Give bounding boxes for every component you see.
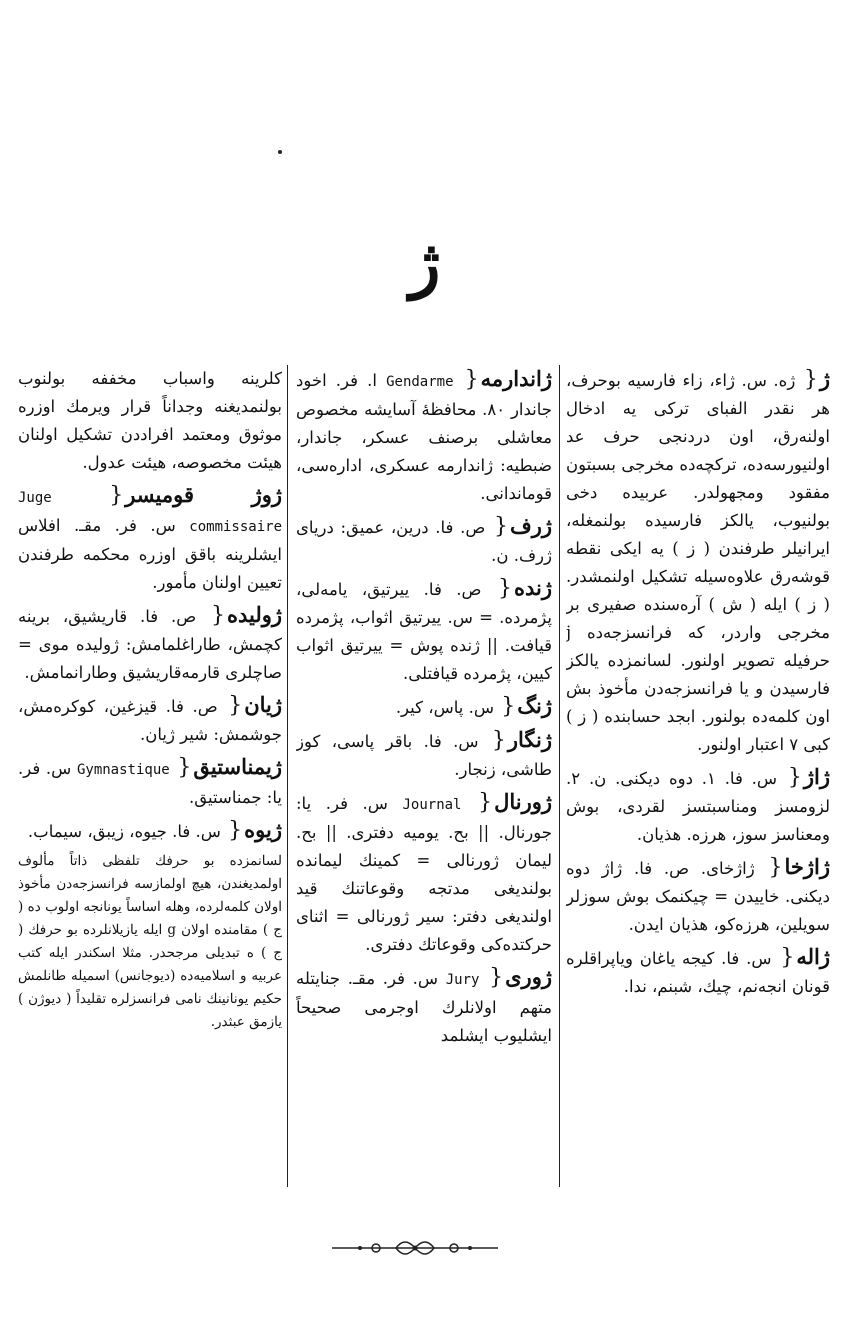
footer-ornament bbox=[330, 1238, 500, 1258]
headword: ژاندارمه bbox=[480, 366, 552, 391]
entry-jury: ژوری{ Jury س. فر. مقـ. جنایتله متهم اولانلرك اوجرمی صحیحاً ایشلیوب ایشلمد bbox=[296, 964, 552, 1045]
definition: ص. فا. قیزغین، کوکره‌مش، جوشمش: شیر ژیان. bbox=[18, 697, 282, 744]
entry-zharf: ژرف{ ص. فا. درین، عمیق: دریای ژرف. ن. bbox=[296, 513, 552, 565]
entry-zhale: ژاله{ س. فا. کیجه یاغان ویاپراقلره قونان انجه‌نم، چیك، شبنم، ندا. bbox=[566, 944, 830, 996]
column-right bbox=[566, 365, 830, 1185]
definition: ص. فا. قاریشیق، برینه کچمش، طاراغلمامش: ژولیده موی = صاچلری قارمه‌قاریشیق وطارانمامش. bbox=[18, 607, 282, 682]
headword: ژوری bbox=[505, 964, 552, 989]
headword: ژیوه bbox=[244, 817, 282, 842]
entry-journal: ژورنال{ Journal س. فر. یا: جورنال. || بح. یومیه دفتری. || بح. لیمان ژورنالی = کمینك لیمانده بولندیغی مدتجه وقوعاتنك قید اولندیغی دفتر: سیر ژورنالی = اثنای حرکتده‌کی وقوعاتك دفتری. bbox=[296, 789, 552, 954]
definition: س. فا. ۱. دوه دیکنی. ن. ۲. لزومسز ومناسبتسز لقردی، بوش ومعناسز سوز، هرزه. هذیان. bbox=[566, 769, 830, 844]
definition: س. فر. مقـ. افلاس ایشلرینه باقق اوزره محکمه طرفندن تعیین اولنان مأمور. bbox=[18, 516, 282, 592]
headword: ژنده bbox=[513, 575, 552, 600]
column-divider-right bbox=[559, 365, 560, 1187]
headword: ژ bbox=[819, 366, 830, 391]
definition: س. فر. یا: جمناستیق. bbox=[18, 759, 282, 807]
latin-term: Jury bbox=[445, 972, 480, 988]
definition: ا. فر. اخود جاندار ۸۰. محافظهٔ آسایشه مخصوص معاشلی برصنف عسکر، جاندار، ضبطیه: ژاندارمه عسکری، اداره‌سی، قوماندانی. bbox=[296, 371, 552, 503]
entry-juge-commissaire: ژوژ قومیسر{ Juge commissaire س. فر. مقـ. افلاس ایشلرینه باقق اوزره محکمه طرفندن تعیین اولنان مأمور. bbox=[18, 482, 282, 592]
entry-zhive: ژیوه{ س. فا. جیوه، زیبق، سیماب. bbox=[27, 817, 282, 843]
definition: ژه. س. ژاء، زاء فارسیه بوحرف، هر نقدر الفبای ترکی یه ادخال اولنه‌رق، اون دردنجی حرف عد اولنیورسه‌ده، ترکچه‌ده مخرجی بسبتون مفقود ومجهولدر. عربیده دخی بولنیوب، یالکز فارسیده بولنمغله، ایرانیلر طرفندن ( ز ) یه ایکی نقطه قوشه‌رق علاوه‌سیله تشکیل اولنمشدر. ( ز ) ایله ( ش ) آره‌سنده صفیری بر مخرجی واردر، که فرانسزجه‌ده j حرفیله تصویر اولنور. لسانمزده یالکز فارسیدن و یا فرانسزجه‌دن مأخوذ بش اون کلمه‌ده بولنور. ابجد حسابنده ( ز ) کبی ۷ اعتبار اولنور. bbox=[566, 371, 830, 754]
latin-term: Gymnastique bbox=[76, 762, 170, 778]
entry-zhazhkha: ژاژخا{ ژاژخای. ص. فا. ژاژ دوه دیکنی. خاییدن = چیکنمک بوش سوزلر سویلین، هرزه‌کو، هذیان ایدن. bbox=[566, 854, 830, 934]
entry-zhe: ژ{ ژه. س. ژاء، زاء فارسیه بوحرف، هر نقدر الفبای ترکی یه ادخال اولنه‌رق، اون دردنجی حرف عد اولنیورسه‌ده، ترکچه‌ده مخرجی بسبتون مفقود ومجهولدر. عربیده دخی بولنیوب، یالکز فارسیده بولنمغله، ایرانیلر طرفندن ( ز ) یه ایکی نقطه قوشه‌رق علاوه‌سیله تشکیل اولنمشدر. ( ز ) ایله ( ش ) آره‌سنده صفیری بر مخرجی واردر، که فرانسزجه‌ده j حرفیله تصویر اولنور. لسانمزده یالکز فارسیدن و یا فرانسزجه‌دن مأخوذ بش اون کلمه‌ده بولنور. ابجد حسابنده ( ز ) کبی ۷ اعتبار اولنور. bbox=[566, 366, 830, 754]
headword: ژیمناستیق bbox=[193, 754, 282, 779]
entry-zhengar: ژنگار{ س. فا. باقر پاسی، کوز طاشی، زنجار. bbox=[296, 727, 552, 779]
entry-jury-continued bbox=[18, 365, 282, 477]
section-letter-heading: ژ bbox=[409, 226, 441, 301]
entry-zhiyan: ژیان{ ص. فا. قیزغین، کوکره‌مش، جوشمش: شیر ژیان. bbox=[18, 692, 282, 744]
latin-term: Juge commissaire bbox=[18, 490, 282, 535]
entry-gymnastique: ژیمناستیق{ Gymnastique س. فر. یا: جمناستیق. bbox=[18, 754, 282, 807]
definition: س. پاس، کیر. bbox=[395, 698, 494, 717]
headword: ژنگ bbox=[517, 693, 552, 718]
latin-term: Journal bbox=[402, 797, 462, 813]
definition: س. فا. باقر پاسی، کوز طاشی، زنجار. bbox=[296, 732, 552, 779]
headword: ژرف bbox=[509, 513, 552, 538]
headword: ژورنال bbox=[494, 789, 552, 814]
headword: ژاژخا bbox=[784, 854, 830, 879]
column-middle bbox=[296, 365, 552, 1185]
column-divider-left bbox=[287, 365, 288, 1187]
headword: ژنگار bbox=[507, 727, 552, 752]
column-left bbox=[18, 365, 282, 1185]
headword: ژولیده bbox=[226, 602, 282, 627]
latin-term: Gendarme bbox=[386, 374, 454, 390]
definition: س. فر. مقـ. جنایتله متهم اولانلرك اوجرمی صحیحاً ایشلیوب ایشلمد bbox=[296, 969, 552, 1045]
definition: کلرینه واسباب مخففه بولنوب بولنمدیغنه وجداناً قرار ویرمك اوزره موثوق ومعتمد افراددن تشکیل اولنان هیئت مخصوصه، هیئت عدول. bbox=[18, 369, 282, 472]
page-speck bbox=[278, 150, 282, 154]
headword: ژوژ قومیسر bbox=[125, 482, 282, 507]
headword: ژیان bbox=[244, 692, 282, 717]
definition: س. فا. جیوه، زیبق، سیماب. bbox=[27, 822, 221, 841]
definition: ص. فا. درین، عمیق: دریای ژرف. ن. bbox=[296, 518, 552, 565]
definition: س. فا. کیجه یاغان ویاپراقلره قونان انجه‌نم، چیك، شبنم، ندا. bbox=[566, 949, 830, 996]
entry-jandarma: ژاندارمه{ Gendarme ا. فر. اخود جاندار ۸۰. محافظهٔ آسایشه مخصوص معاشلی برصنف عسکر، جاندار، ضبطیه: ژاندارمه عسکری، اداره‌سی، قوماندانی. bbox=[296, 366, 552, 503]
entry-zhulide: ژولیده{ ص. فا. قاریشیق، برینه کچمش، طاراغلمامش: ژولیده موی = صاچلری قارمه‌قاریشیق وطارانمامش. bbox=[18, 602, 282, 682]
definition: ص. فا. ییرتیق، یامه‌لی، پژمرده. = س. ییرتیق اثواب، پژمرده قیافت. || ژنده پوش = ییرتیق اثواب کیین، پژمرده قیافتلی. bbox=[296, 580, 552, 683]
definition: ژاژخای. ص. فا. ژاژ دوه دیکنی. خاییدن = چیکنمک بوش سوزلر سویلین، هرزه‌کو، هذیان ایدن. bbox=[566, 859, 830, 934]
headword: ژاژ bbox=[803, 764, 830, 789]
footnote: لسانمزده بو حرفك تلفظی ذاتاً مألوف اولمدیغندن، هیچ اولمازسه فرانسزجه‌دن مأخوذ اولان کلمه‌لرده، وهله اساساً یونانجه اولوب ده ( ج ) مقامنده اولان g ایله یازیلانلرده بو حرفك ( ج ) ه تبدیلی مرجحدر. مثلا اسکندر ایله کتب عربیه و اسلامیه‌ده (دیوجانس) اسمیله طانلمش حکیم یونانینك نامی فرانسزلره تقلیداً ( دیوژن ) یازمق عبثدر. bbox=[18, 853, 282, 1030]
entry-zhazh: ژاژ{ س. فا. ۱. دوه دیکنی. ن. ۲. لزومسز ومناسبتسز لقردی، بوش ومعناسز سوز، هرزه. هذیان. bbox=[566, 764, 830, 844]
entry-zhende: ژنده{ ص. فا. ییرتیق، یامه‌لی، پژمرده. = س. ییرتیق اثواب، پژمرده قیافت. || ژنده پوش = ییرتیق اثواب کیین، پژمرده قیافتلی. bbox=[296, 575, 552, 683]
headword: ژاله bbox=[796, 944, 830, 969]
entry-zheng: ژنگ{ س. پاس، کیر. bbox=[395, 693, 552, 719]
definition: س. فر. یا: جورنال. || بح. یومیه دفتری. || بح. لیمان ژورنالی = کمینك لیمانده بولندیغی مدتجه وقوعاتنك قید اولندیغی دفتر: سیر ژورنالی = اثنای حرکتده‌کی وقوعاتك دفتری. bbox=[296, 794, 552, 954]
